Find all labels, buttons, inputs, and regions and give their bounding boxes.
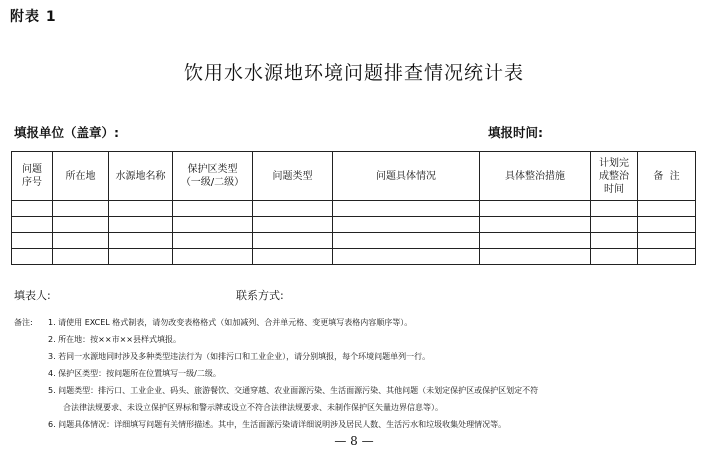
attachment-label: 附表 1 — [10, 9, 57, 25]
filler-label: 填表人: — [14, 289, 51, 302]
table-row — [12, 217, 696, 233]
header-planned-time: 计划完 成整治 时间 — [591, 152, 638, 201]
document-title: 饮用水水源地环境问题排查情况统计表 — [183, 62, 524, 84]
header-location: 所在地 — [53, 152, 109, 201]
header-issue-no: 问题 序号 — [12, 152, 53, 201]
note-item: 4. 保护区类型：按问题所在位置填写一级/二级。 — [48, 369, 221, 378]
table-row — [12, 249, 696, 265]
stats-table — [11, 151, 696, 265]
page-number: — 8 — — [334, 434, 374, 448]
contact-label: 联系方式: — [236, 289, 284, 302]
note-item: 备注: 1. 请使用 EXCEL 格式制表，请勿改变表格格式（如加减列、合并单元格、变更填写表格内容顺序等）。 — [14, 314, 704, 331]
note-item: 3. 若同一水源地同时涉及多种类型违法行为（如排污口和工业企业），请分别填报，每个环境问题单列一行。 — [48, 352, 431, 361]
note-item-continuation: 合法律法规要求、未设立保护区界标和警示牌或设立不符合法律法规要求、未制作保护区矢量边界信息等）。 — [63, 403, 443, 412]
notes-section — [14, 314, 704, 433]
note-item: 5. 问题类型：排污口、工业企业、码头、旅游餐饮、交通穿越、农业面源污染、生活面源污染、其他问题（未划定保护区或保护区划定不符 — [48, 386, 539, 395]
fill-unit-label: 填报单位（盖章）: — [14, 125, 119, 140]
notes-head: 备注: — [14, 318, 33, 327]
table-row — [12, 233, 696, 249]
note-item: 2. 所在地：按××市××县样式填报。 — [48, 335, 181, 344]
header-remarks: 备 注 — [638, 152, 696, 201]
table-header-row — [12, 152, 696, 201]
header-issue-details: 问题具体情况 — [333, 152, 480, 201]
note-item: 6. 问题具体情况：详细填写问题有关情形描述。其中，生活面源污染请详细说明涉及居民人数、生活污水和垃圾收集处理情况等。 — [48, 420, 507, 429]
fill-time-label: 填报时间: — [488, 125, 543, 140]
header-protection-type: 保护区类型 （一级/二级） — [173, 152, 253, 201]
header-issue-type: 问题类型 — [253, 152, 333, 201]
header-source-name: 水源地名称 — [109, 152, 173, 201]
table-row — [12, 201, 696, 217]
header-remediation: 具体整治措施 — [480, 152, 591, 201]
